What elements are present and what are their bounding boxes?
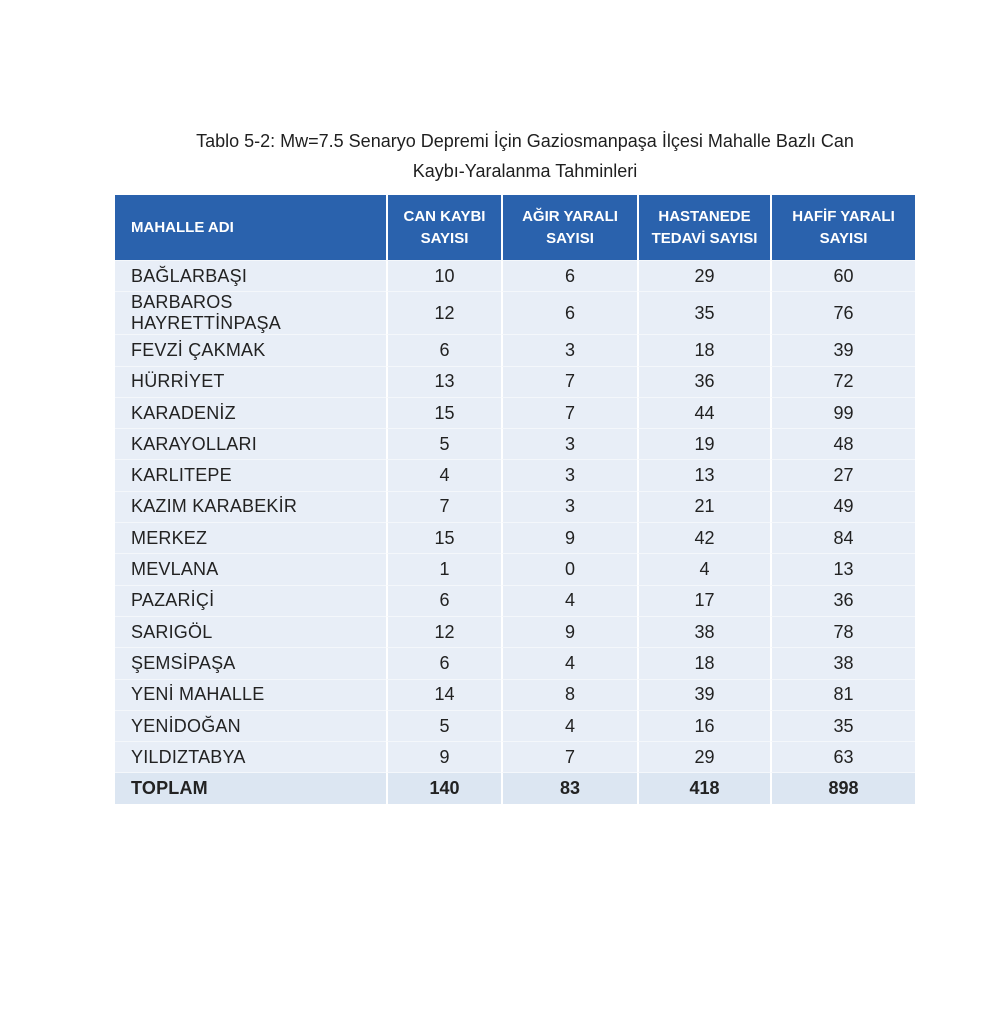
cell-agir-yarali: 0 — [501, 553, 637, 584]
table-row — [115, 616, 915, 647]
header-row — [115, 195, 915, 260]
cell-mahalle: MEVLANA — [115, 553, 386, 584]
cell-hastanede-tedavi: 29 — [637, 260, 770, 291]
cell-agir-yarali: 3 — [501, 459, 637, 490]
cell-agir-yarali: 9 — [501, 522, 637, 553]
casualty-table — [115, 195, 915, 804]
cell-hastanede-tedavi: 17 — [637, 585, 770, 616]
cell-can-kaybi: 15 — [386, 397, 501, 428]
header-can-kaybi: CAN KAYBI SAYISI — [386, 195, 501, 260]
total-cell-mahalle: TOPLAM — [115, 772, 386, 803]
cell-hastanede-tedavi: 18 — [637, 334, 770, 365]
cell-hastanede-tedavi: 21 — [637, 491, 770, 522]
cell-can-kaybi: 10 — [386, 260, 501, 291]
cell-can-kaybi: 6 — [386, 647, 501, 678]
cell-can-kaybi: 12 — [386, 616, 501, 647]
cell-mahalle: KARAYOLLARI — [115, 428, 386, 459]
cell-can-kaybi: 14 — [386, 679, 501, 710]
cell-agir-yarali: 9 — [501, 616, 637, 647]
cell-can-kaybi: 4 — [386, 459, 501, 490]
cell-hastanede-tedavi: 36 — [637, 366, 770, 397]
header-hafif-yarali: HAFİF YARALI SAYISI — [770, 195, 915, 260]
cell-agir-yarali: 7 — [501, 366, 637, 397]
cell-hafif-yarali: 35 — [770, 710, 915, 741]
table-row — [115, 459, 915, 490]
cell-agir-yarali: 3 — [501, 428, 637, 459]
cell-hastanede-tedavi: 16 — [637, 710, 770, 741]
table-row — [115, 553, 915, 584]
cell-hafif-yarali: 78 — [770, 616, 915, 647]
cell-hastanede-tedavi: 29 — [637, 741, 770, 772]
cell-hastanede-tedavi: 44 — [637, 397, 770, 428]
cell-can-kaybi: 1 — [386, 553, 501, 584]
cell-can-kaybi: 5 — [386, 710, 501, 741]
table-row — [115, 291, 915, 334]
cell-mahalle: ŞEMSİPAŞA — [115, 647, 386, 678]
table-row — [115, 397, 915, 428]
table-header — [115, 195, 915, 260]
cell-hafif-yarali: 60 — [770, 260, 915, 291]
cell-agir-yarali: 3 — [501, 334, 637, 365]
cell-mahalle: BAĞLARBAŞI — [115, 260, 386, 291]
cell-agir-yarali: 7 — [501, 741, 637, 772]
cell-agir-yarali: 3 — [501, 491, 637, 522]
table-body — [115, 260, 915, 804]
table-row — [115, 491, 915, 522]
cell-hastanede-tedavi: 18 — [637, 647, 770, 678]
total-cell-hafif-yarali: 898 — [770, 772, 915, 803]
cell-hafif-yarali: 49 — [770, 491, 915, 522]
header-mahalle-adi: MAHALLE ADI — [115, 195, 386, 260]
cell-can-kaybi: 15 — [386, 522, 501, 553]
cell-mahalle: BARBAROS HAYRETTİNPAŞA — [115, 291, 386, 334]
header-agir-yarali: AĞIR YARALI SAYISI — [501, 195, 637, 260]
cell-can-kaybi: 7 — [386, 491, 501, 522]
cell-hastanede-tedavi: 35 — [637, 291, 770, 334]
cell-hastanede-tedavi: 13 — [637, 459, 770, 490]
cell-hastanede-tedavi: 4 — [637, 553, 770, 584]
cell-mahalle: SARIGÖL — [115, 616, 386, 647]
cell-mahalle: PAZARİÇİ — [115, 585, 386, 616]
caption-line-1: Tablo 5-2: Mw=7.5 Senaryo Depremi İçin Gaziosmanpaşa İlçesi Mahalle Bazlı Can — [196, 131, 854, 151]
cell-hafif-yarali: 38 — [770, 647, 915, 678]
cell-agir-yarali: 4 — [501, 647, 637, 678]
caption-line-2: Kaybı-Yaralanma Tahminleri — [412, 161, 638, 181]
cell-mahalle: HÜRRİYET — [115, 366, 386, 397]
cell-hafif-yarali: 13 — [770, 553, 915, 584]
table-row — [115, 428, 915, 459]
cell-can-kaybi: 9 — [386, 741, 501, 772]
cell-can-kaybi: 5 — [386, 428, 501, 459]
cell-hafif-yarali: 76 — [770, 291, 915, 334]
total-cell-can-kaybi: 140 — [386, 772, 501, 803]
cell-hafif-yarali: 72 — [770, 366, 915, 397]
total-row — [115, 772, 915, 803]
cell-agir-yarali: 6 — [501, 260, 637, 291]
cell-hafif-yarali: 48 — [770, 428, 915, 459]
cell-hastanede-tedavi: 42 — [637, 522, 770, 553]
cell-hafif-yarali: 81 — [770, 679, 915, 710]
table-row — [115, 585, 915, 616]
table-row — [115, 741, 915, 772]
total-cell-hastanede-tedavi: 418 — [637, 772, 770, 803]
cell-hastanede-tedavi: 19 — [637, 428, 770, 459]
table-row — [115, 334, 915, 365]
cell-can-kaybi: 12 — [386, 291, 501, 334]
cell-mahalle: YENİ MAHALLE — [115, 679, 386, 710]
total-cell-agir-yarali: 83 — [501, 772, 637, 803]
cell-can-kaybi: 6 — [386, 334, 501, 365]
cell-agir-yarali: 4 — [501, 710, 637, 741]
cell-agir-yarali: 8 — [501, 679, 637, 710]
cell-mahalle: MERKEZ — [115, 522, 386, 553]
table-row — [115, 366, 915, 397]
cell-mahalle: KAZIM KARABEKİR — [115, 491, 386, 522]
cell-hastanede-tedavi: 39 — [637, 679, 770, 710]
cell-hafif-yarali: 63 — [770, 741, 915, 772]
cell-hastanede-tedavi: 38 — [637, 616, 770, 647]
table-row — [115, 679, 915, 710]
cell-agir-yarali: 4 — [501, 585, 637, 616]
cell-hafif-yarali: 84 — [770, 522, 915, 553]
table-row — [115, 647, 915, 678]
cell-mahalle: YILDIZTABYA — [115, 741, 386, 772]
cell-hafif-yarali: 36 — [770, 585, 915, 616]
cell-can-kaybi: 13 — [386, 366, 501, 397]
cell-mahalle: KARLITEPE — [115, 459, 386, 490]
table-row — [115, 710, 915, 741]
cell-mahalle: YENİDOĞAN — [115, 710, 386, 741]
cell-hafif-yarali: 39 — [770, 334, 915, 365]
table-caption — [120, 126, 930, 186]
cell-hafif-yarali: 27 — [770, 459, 915, 490]
cell-agir-yarali: 6 — [501, 291, 637, 334]
cell-mahalle: FEVZİ ÇAKMAK — [115, 334, 386, 365]
header-hastanede-tedavi: HASTANEDE TEDAVİ SAYISI — [637, 195, 770, 260]
table-row — [115, 260, 915, 291]
cell-mahalle: KARADENİZ — [115, 397, 386, 428]
cell-agir-yarali: 7 — [501, 397, 637, 428]
table-row — [115, 522, 915, 553]
cell-hafif-yarali: 99 — [770, 397, 915, 428]
cell-can-kaybi: 6 — [386, 585, 501, 616]
